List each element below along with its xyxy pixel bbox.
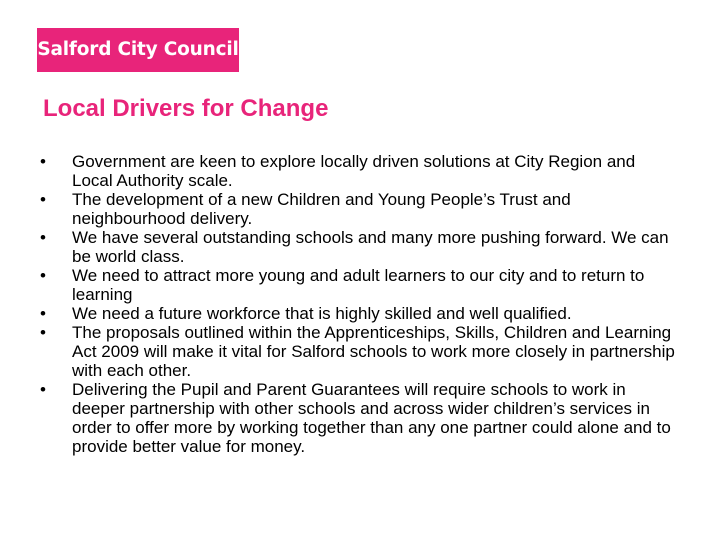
- bullet-marker: •: [40, 266, 46, 285]
- bullet-text: The development of a new Children and Young People’s Trust and neighbourhood delivery.: [72, 190, 571, 228]
- bullet-text: Government are keen to explore locally driven solutions at City Region and Local Authority scale.: [72, 152, 636, 190]
- bullet-item: [37, 304, 677, 323]
- bullet-list: [37, 152, 677, 456]
- bullet-item: [37, 190, 677, 228]
- bullet-text: We need a future workforce that is highly skilled and well qualified.: [72, 304, 572, 323]
- bullet-marker: •: [40, 380, 46, 399]
- bullet-text: We have several outstanding schools and many more pushing forward. We can be world class.: [72, 228, 669, 266]
- bullet-text: The proposals outlined within the Apprenticeships, Skills, Children and Learning Act 2009 will make it vital for Salford schools to work more closely in partnership with each other.: [72, 323, 675, 380]
- bullet-marker: •: [40, 190, 46, 209]
- salford-city-council-logo: Salford City Council: [37, 28, 239, 72]
- bullet-item: [37, 228, 677, 266]
- bullet-item: [37, 266, 677, 304]
- bullet-marker: •: [40, 304, 46, 323]
- bullet-item: [37, 323, 677, 380]
- bullet-item: [37, 152, 677, 190]
- slide-title: Local Drivers for Change: [43, 95, 329, 122]
- bullet-marker: •: [40, 228, 46, 247]
- bullet-text: We need to attract more young and adult learners to our city and to return to learning: [72, 266, 645, 304]
- bullet-item: [37, 380, 677, 456]
- bullet-marker: •: [40, 152, 46, 171]
- bullet-text: Delivering the Pupil and Parent Guarantees will require schools to work in deeper partnership with other schools and across wider children’s services in order to offer more by working together than any one partner could alone and to provide better value for money.: [72, 380, 671, 456]
- bullet-marker: •: [40, 323, 46, 342]
